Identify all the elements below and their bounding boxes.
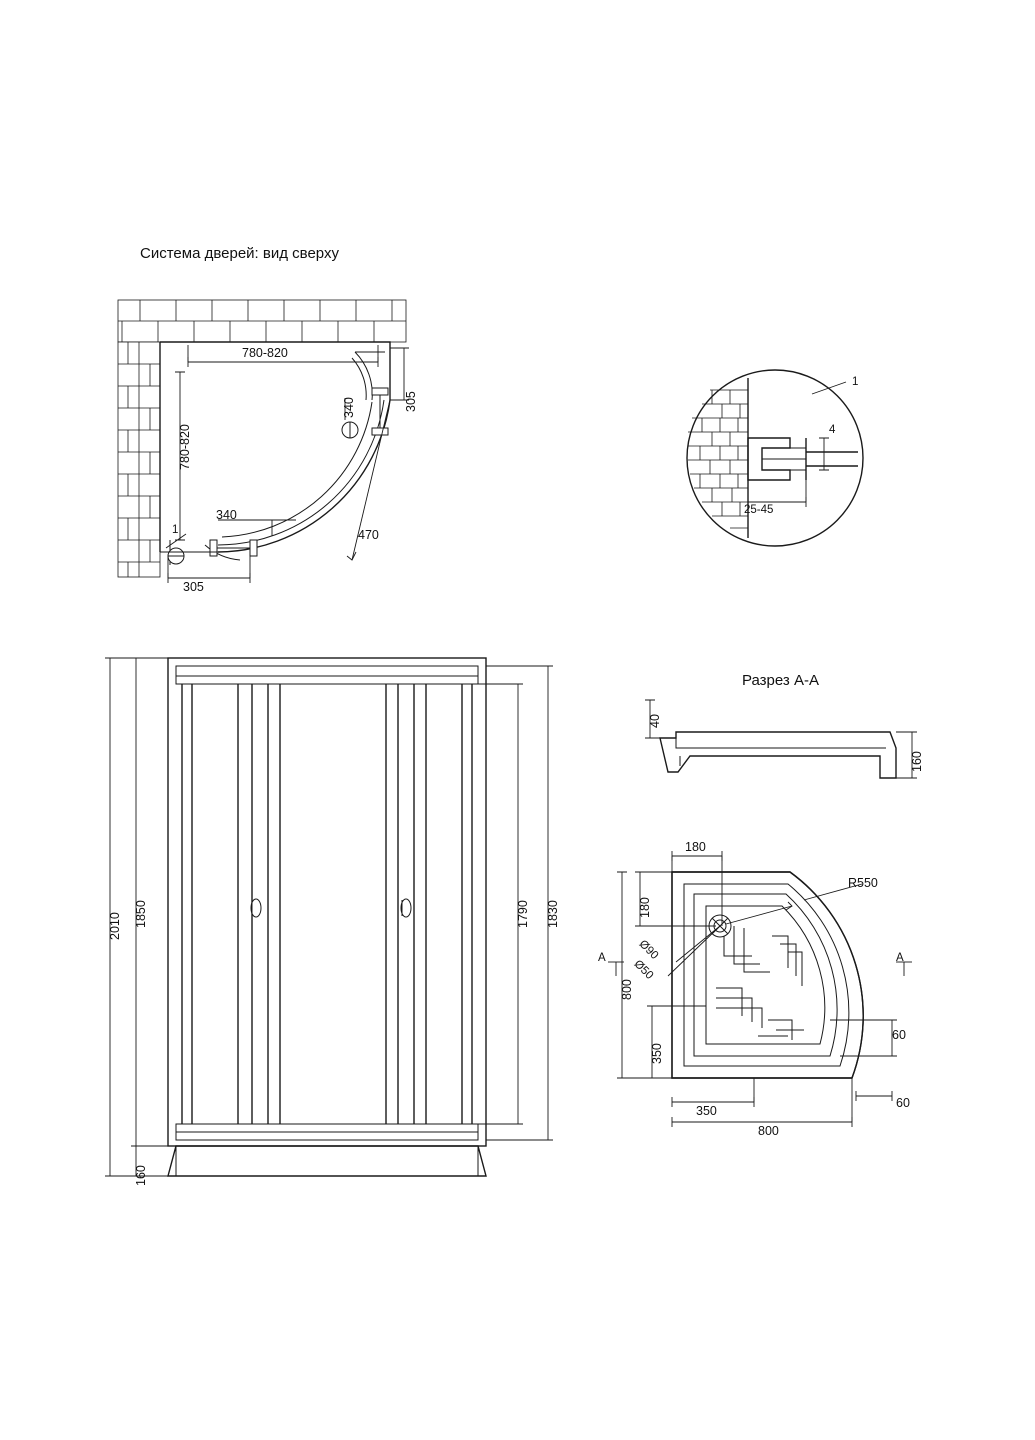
dim-tray-overall-bottom: 800 [758,1124,779,1138]
dim-frame-height: 1830 [546,900,560,928]
detail-wall-range-dim: 25-45 [744,504,774,516]
detail-callout-1: 1 [852,376,859,388]
dim-panel-top: 340 [342,397,356,418]
dim-section-thickness: 40 [648,714,662,728]
dim-tray-left-offset: 180 [638,897,652,918]
dim-drain-inner: Ø50 [631,958,656,982]
dim-drain-outer: Ø90 [636,938,661,962]
dim-tray-inner-left: 350 [650,1043,664,1064]
section-mark-right: A [896,952,904,964]
dim-door-right: 305 [404,391,418,412]
dim-tray-radius: R550 [848,876,878,890]
dim-left-width: 780-820 [178,424,192,470]
dim-tray-height: 160 [134,1165,148,1186]
section-aa-title: Разрез А-А [742,672,819,689]
dim-door-bottom: 305 [183,580,204,594]
dim-arc-radius: 470 [358,528,379,542]
dim-tray-edge-right-top: 60 [892,1028,906,1042]
detail-gap-dim: 4 [829,424,836,436]
callout-1-top-view: 1 [172,524,179,536]
dim-top-width: 780-820 [242,346,288,360]
dim-panel-bottom: 340 [216,508,237,522]
dim-section-height: 160 [910,751,924,772]
dim-tray-depth-left: 800 [620,979,634,1000]
dim-tray-inner-bottom: 350 [696,1104,717,1118]
dim-overall-height: 2010 [108,912,122,940]
dim-tray-top-offset: 180 [685,840,706,854]
section-mark-left: A [598,952,606,964]
dim-glass-height: 1790 [516,900,530,928]
dim-tray-edge-right-bottom: 60 [896,1096,910,1110]
top-view-title: Система дверей: вид сверху [140,245,339,262]
dim-cabin-height: 1850 [134,900,148,928]
